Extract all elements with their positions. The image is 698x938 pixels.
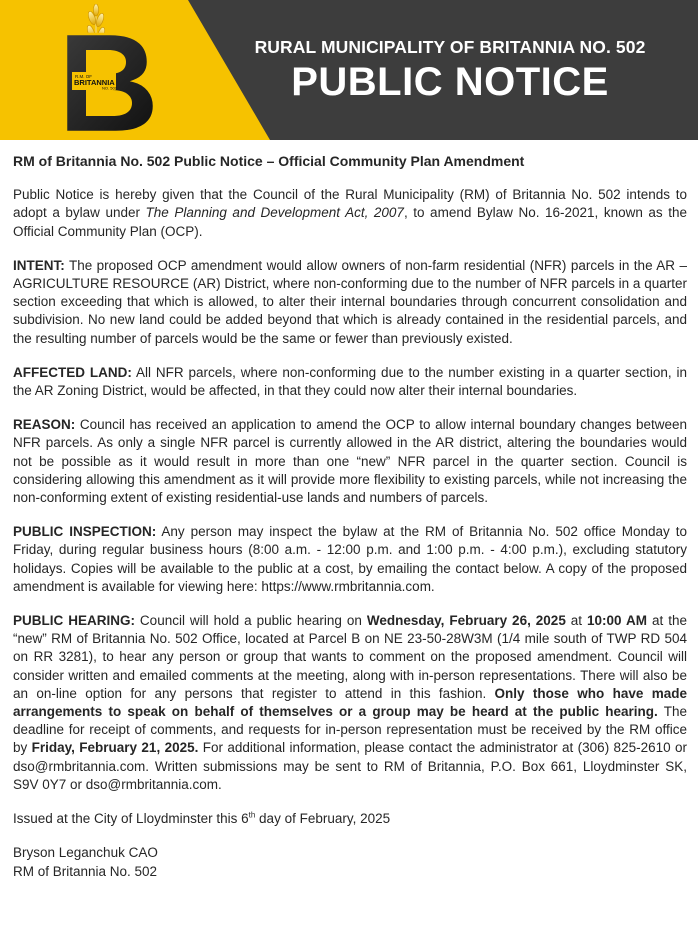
issued-line: Issued at the City of Lloydminster this 6th day of February, 2025 <box>13 810 391 827</box>
signatory-name: Bryson Leganchuk CAO <box>13 845 158 861</box>
hearing-label: PUBLIC HEARING: <box>13 613 135 629</box>
signature-block <box>13 844 687 880</box>
intent-label: INTENT: <box>13 257 65 273</box>
notice-body <box>13 152 687 881</box>
reason-label: REASON: <box>13 417 76 433</box>
act-title: The Planning and Development Act, 2007 <box>145 205 404 221</box>
hearing-deadline: Friday, February 21, 2025. <box>31 740 199 756</box>
intent-paragraph: INTENT: The proposed OCP amendment would allow owners of non-farm residential (NFR) parcels in the AR – AGRICULTURE RESOURCE (AR) District, where non-conforming due to the number of NFR parcels in a quarter section exceeding that which is allowed, to alter their internal boundaries through concurrent consolidation and subdivision. No new land could be added beyond that which is already contained in the residential parcels, and the resulting number of parcels would be the same or fewer than previously existed. <box>13 257 687 346</box>
signatory-org: RM of Britannia No. 502 <box>13 863 158 879</box>
notice-heading: RM of Britannia No. 502 Public Notice – Official Community Plan Amendment <box>13 153 525 169</box>
hearing-notice-bold: Only those who have made arrangements to speak on behalf of themselves or a group may be heard at the public hearing. <box>13 685 687 720</box>
affected-land-label: AFFECTED LAND: <box>13 364 132 380</box>
hearing-paragraph: PUBLIC HEARING: Council will hold a public hearing on Wednesday, February 26, 2025 at 10:00 AM at the “new” RM of Britannia No. 502 Office, located at Parcel B on NE 23-50-28W3M (1/4 mile south of TWP RD 504 on RR 3281), to hear any person or group that wants to comment on the proposed amendment. Council will consider written and emailed comments at the meeting, along with in-person representations. There will also be an on-line option for any persons that register to attend in this fashion. Only those who have made arrangements to speak on behalf of themselves or a group may be heard at the public hearing. The deadline for receipt of comments, and requests for in-person representation must be received by the RM office by Friday, February 21, 2025. For additional information, please contact the administrator at (306) 825-2610 or dso@rmbritannia.com. Written submissions may be sent to RM of Britannia, P.O. Box 661, Lloydminster SK, S9V 0Y7 or dso@rmbritannia.com. <box>13 613 687 792</box>
notice-header <box>0 0 698 140</box>
notice-title: PUBLIC NOTICE <box>291 60 609 104</box>
logo-text-britannia: BRITANNIA <box>74 78 115 87</box>
reason-paragraph: REASON: Council has received an application to amend the OCP to allow internal boundary changes between NFR parcels. As only a single NFR parcel is currently allowed in the AR district, altering the boundaries would not be possible as it would result in more than one “new” NFR parcel in the quarter section. Council is considering allowing this amendment as it will provide more flexibility to existing parcels, while not increasing the non-conforming extent of existing residential-use lands and numbers of parcels. <box>13 417 687 506</box>
britannia-logo <box>58 4 158 136</box>
municipality-name: RURAL MUNICIPALITY OF BRITANNIA NO. 502 <box>254 37 646 57</box>
logo-text-rm: R.M. OF <box>75 74 92 79</box>
hearing-time: 10:00 AM <box>587 613 648 629</box>
affected-land-paragraph: AFFECTED LAND: All NFR parcels, where non-conforming due to the number existing in a quarter section, in the AR Zoning District, would be affected, in that they could now alter their internal boundaries. <box>13 364 687 399</box>
hearing-date: Wednesday, February 26, 2025 <box>366 613 566 629</box>
inspection-paragraph: PUBLIC INSPECTION: Any person may inspect the bylaw at the RM of Britannia No. 502 office Monday to Friday, during regular business hours (8:00 a.m. - 12:00 p.m. and 1:00 p.m. - 4:00 p.m.), excluding statutory holidays. Copies will be available to the public at a cost, by emailing the contact below. A copy of the proposed amendment is available for viewing here: https://www.rmbritannia.com. <box>13 524 687 594</box>
intro-paragraph: Public Notice is hereby given that the Council of the Rural Municipality (RM) of Britannia No. 502 intends to adopt a bylaw under The Planning and Development Act, 2007, to amend Bylaw No. 16-2021, known as the Official Community Plan (OCP). <box>13 187 687 239</box>
inspection-label: PUBLIC INSPECTION: <box>13 524 157 540</box>
logo-text-number: NO. 502 <box>102 85 117 91</box>
